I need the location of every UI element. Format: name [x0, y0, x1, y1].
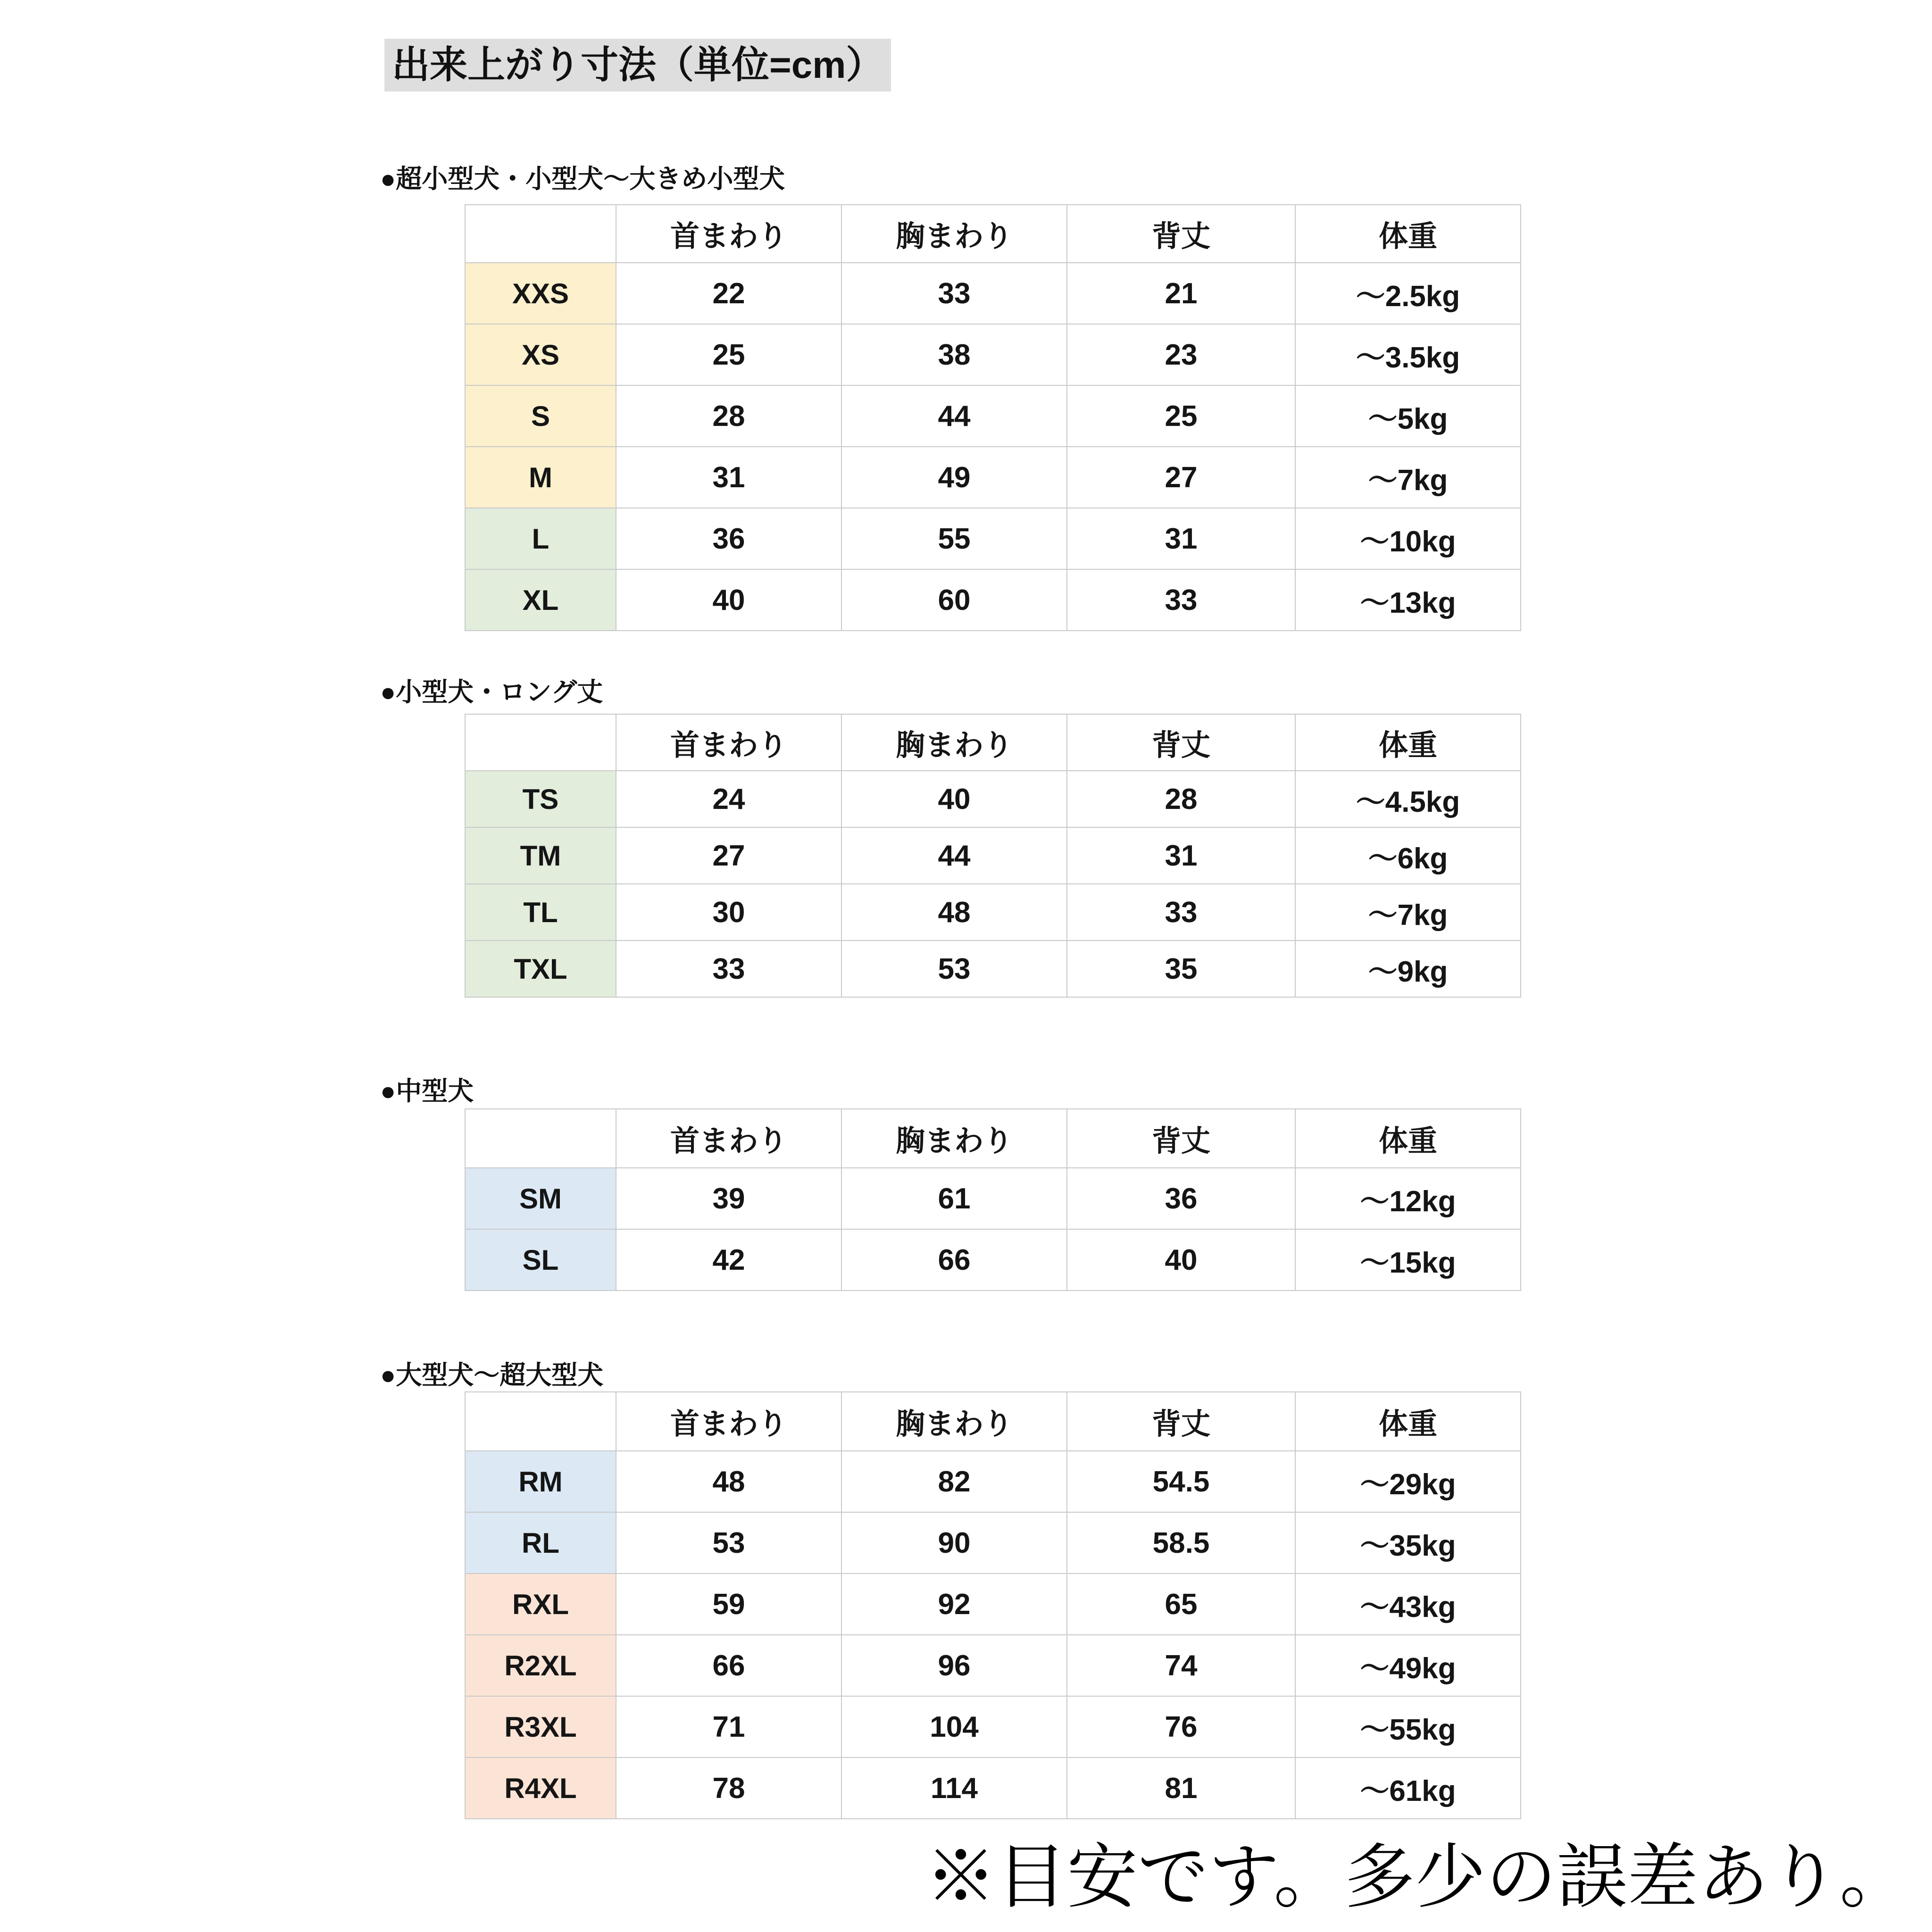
- table-row: [465, 1757, 1521, 1819]
- table-row: [465, 447, 1521, 508]
- size-cell: R4XL: [465, 1757, 616, 1819]
- disclaimer-note: ※目安です。多少の誤差あり。: [925, 1839, 1910, 1917]
- neck-value: 40: [616, 569, 841, 631]
- weight-value: ～10kg: [1295, 508, 1521, 569]
- table-row: [465, 1168, 1521, 1229]
- table-row: [465, 385, 1521, 447]
- back-value: 58.5: [1067, 1512, 1295, 1574]
- col-header-chest: 胸まわり: [841, 205, 1067, 263]
- chest-value: 90: [841, 1512, 1067, 1574]
- chest-value: 66: [841, 1229, 1067, 1291]
- back-value: 74: [1067, 1635, 1295, 1696]
- weight-value: ～7kg: [1295, 884, 1521, 941]
- size-cell: R2XL: [465, 1635, 616, 1696]
- col-header-chest: 胸まわり: [841, 1392, 1067, 1451]
- back-value: 81: [1067, 1757, 1295, 1819]
- chest-value: 33: [841, 263, 1067, 324]
- neck-value: 25: [616, 324, 841, 385]
- section-label-medium-dogs: ●中型犬: [380, 1076, 474, 1106]
- chest-value: 48: [841, 884, 1067, 941]
- back-value: 31: [1067, 508, 1295, 569]
- corner-cell: [465, 205, 616, 263]
- weight-value: ～55kg: [1295, 1696, 1521, 1757]
- neck-value: 30: [616, 884, 841, 941]
- neck-value: 31: [616, 447, 841, 508]
- neck-value: 33: [616, 941, 841, 997]
- weight-value: ～61kg: [1295, 1757, 1521, 1819]
- weight-value: ～35kg: [1295, 1512, 1521, 1574]
- col-header-neck: 首まわり: [616, 714, 841, 771]
- back-value: 25: [1067, 385, 1295, 447]
- col-header-back: 背丈: [1067, 1392, 1295, 1451]
- back-value: 27: [1067, 447, 1295, 508]
- size-cell: SL: [465, 1229, 616, 1291]
- table-row: [465, 324, 1521, 385]
- weight-value: ～2.5kg: [1295, 263, 1521, 324]
- table-row: [465, 941, 1521, 997]
- section-label-large-dogs: ●大型犬～超大型犬: [380, 1360, 604, 1390]
- col-header-chest: 胸まわり: [841, 1109, 1067, 1168]
- chest-value: 55: [841, 508, 1067, 569]
- neck-value: 53: [616, 1512, 841, 1574]
- section-label-small-dogs-long: ●小型犬・ロング丈: [380, 677, 603, 707]
- col-header-chest: 胸まわり: [841, 714, 1067, 771]
- back-value: 28: [1067, 771, 1295, 827]
- table-row: [465, 1451, 1521, 1512]
- neck-value: 71: [616, 1696, 841, 1757]
- table-row: [465, 569, 1521, 631]
- neck-value: 78: [616, 1757, 841, 1819]
- neck-value: 36: [616, 508, 841, 569]
- neck-value: 22: [616, 263, 841, 324]
- col-header-neck: 首まわり: [616, 1109, 841, 1168]
- chest-value: 82: [841, 1451, 1067, 1512]
- weight-value: ～13kg: [1295, 569, 1521, 631]
- weight-value: ～3.5kg: [1295, 324, 1521, 385]
- section-label-toy-small-dogs: ●超小型犬・小型犬～大きめ小型犬: [380, 164, 785, 193]
- size-table-large-dogs: [465, 1391, 1521, 1819]
- size-cell: TXL: [465, 941, 616, 997]
- weight-value: ～15kg: [1295, 1229, 1521, 1291]
- table-row: [465, 1635, 1521, 1696]
- size-cell: TL: [465, 884, 616, 941]
- corner-cell: [465, 1392, 616, 1451]
- chest-value: 96: [841, 1635, 1067, 1696]
- chest-value: 61: [841, 1168, 1067, 1229]
- back-value: 33: [1067, 569, 1295, 631]
- col-header-weight: 体重: [1295, 714, 1521, 771]
- chest-value: 44: [841, 385, 1067, 447]
- header-row: [465, 1109, 1521, 1168]
- size-cell: M: [465, 447, 616, 508]
- table-row: [465, 884, 1521, 941]
- size-table-small-dogs-long: [465, 714, 1521, 998]
- weight-value: ～12kg: [1295, 1168, 1521, 1229]
- back-value: 76: [1067, 1696, 1295, 1757]
- col-header-back: 背丈: [1067, 205, 1295, 263]
- chest-value: 114: [841, 1757, 1067, 1819]
- col-header-neck: 首まわり: [616, 205, 841, 263]
- chest-value: 104: [841, 1696, 1067, 1757]
- table-row: [465, 508, 1521, 569]
- col-header-back: 背丈: [1067, 714, 1295, 771]
- header-row: [465, 1392, 1521, 1451]
- size-table-toy-small-dogs: [465, 204, 1521, 631]
- size-cell: XS: [465, 324, 616, 385]
- table-row: [465, 1512, 1521, 1574]
- table-row: [465, 827, 1521, 884]
- weight-value: ～43kg: [1295, 1574, 1521, 1635]
- weight-value: ～6kg: [1295, 827, 1521, 884]
- table-row: [465, 1229, 1521, 1291]
- size-cell: L: [465, 508, 616, 569]
- weight-value: ～9kg: [1295, 941, 1521, 997]
- size-cell: RM: [465, 1451, 616, 1512]
- neck-value: 28: [616, 385, 841, 447]
- header-row: [465, 714, 1521, 771]
- neck-value: 48: [616, 1451, 841, 1512]
- chest-value: 53: [841, 941, 1067, 997]
- chest-value: 60: [841, 569, 1067, 631]
- size-cell: SM: [465, 1168, 616, 1229]
- back-value: 21: [1067, 263, 1295, 324]
- back-value: 33: [1067, 884, 1295, 941]
- neck-value: 66: [616, 1635, 841, 1696]
- col-header-neck: 首まわり: [616, 1392, 841, 1451]
- size-cell: TM: [465, 827, 616, 884]
- size-cell: R3XL: [465, 1696, 616, 1757]
- size-table-medium-dogs: [465, 1108, 1521, 1291]
- weight-value: ～7kg: [1295, 447, 1521, 508]
- chest-value: 92: [841, 1574, 1067, 1635]
- chest-value: 49: [841, 447, 1067, 508]
- chest-value: 38: [841, 324, 1067, 385]
- neck-value: 24: [616, 771, 841, 827]
- chest-value: 40: [841, 771, 1067, 827]
- back-value: 23: [1067, 324, 1295, 385]
- back-value: 40: [1067, 1229, 1295, 1291]
- size-cell: S: [465, 385, 616, 447]
- neck-value: 39: [616, 1168, 841, 1229]
- back-value: 36: [1067, 1168, 1295, 1229]
- size-cell: RXL: [465, 1574, 616, 1635]
- chest-value: 44: [841, 827, 1067, 884]
- weight-value: ～49kg: [1295, 1635, 1521, 1696]
- corner-cell: [465, 1109, 616, 1168]
- page-title: 出来上がり寸法（単位=cm）: [384, 39, 891, 92]
- size-cell: TS: [465, 771, 616, 827]
- table-row: [465, 771, 1521, 827]
- neck-value: 59: [616, 1574, 841, 1635]
- size-cell: XXS: [465, 263, 616, 324]
- table-row: [465, 1696, 1521, 1757]
- weight-value: ～29kg: [1295, 1451, 1521, 1512]
- back-value: 35: [1067, 941, 1295, 997]
- corner-cell: [465, 714, 616, 771]
- weight-value: ～4.5kg: [1295, 771, 1521, 827]
- back-value: 54.5: [1067, 1451, 1295, 1512]
- size-cell: XL: [465, 569, 616, 631]
- weight-value: ～5kg: [1295, 385, 1521, 447]
- table-row: [465, 263, 1521, 324]
- col-header-weight: 体重: [1295, 1392, 1521, 1451]
- col-header-back: 背丈: [1067, 1109, 1295, 1168]
- header-row: [465, 205, 1521, 263]
- back-value: 65: [1067, 1574, 1295, 1635]
- size-cell: RL: [465, 1512, 616, 1574]
- neck-value: 27: [616, 827, 841, 884]
- col-header-weight: 体重: [1295, 1109, 1521, 1168]
- table-row: [465, 1574, 1521, 1635]
- col-header-weight: 体重: [1295, 205, 1521, 263]
- back-value: 31: [1067, 827, 1295, 884]
- neck-value: 42: [616, 1229, 841, 1291]
